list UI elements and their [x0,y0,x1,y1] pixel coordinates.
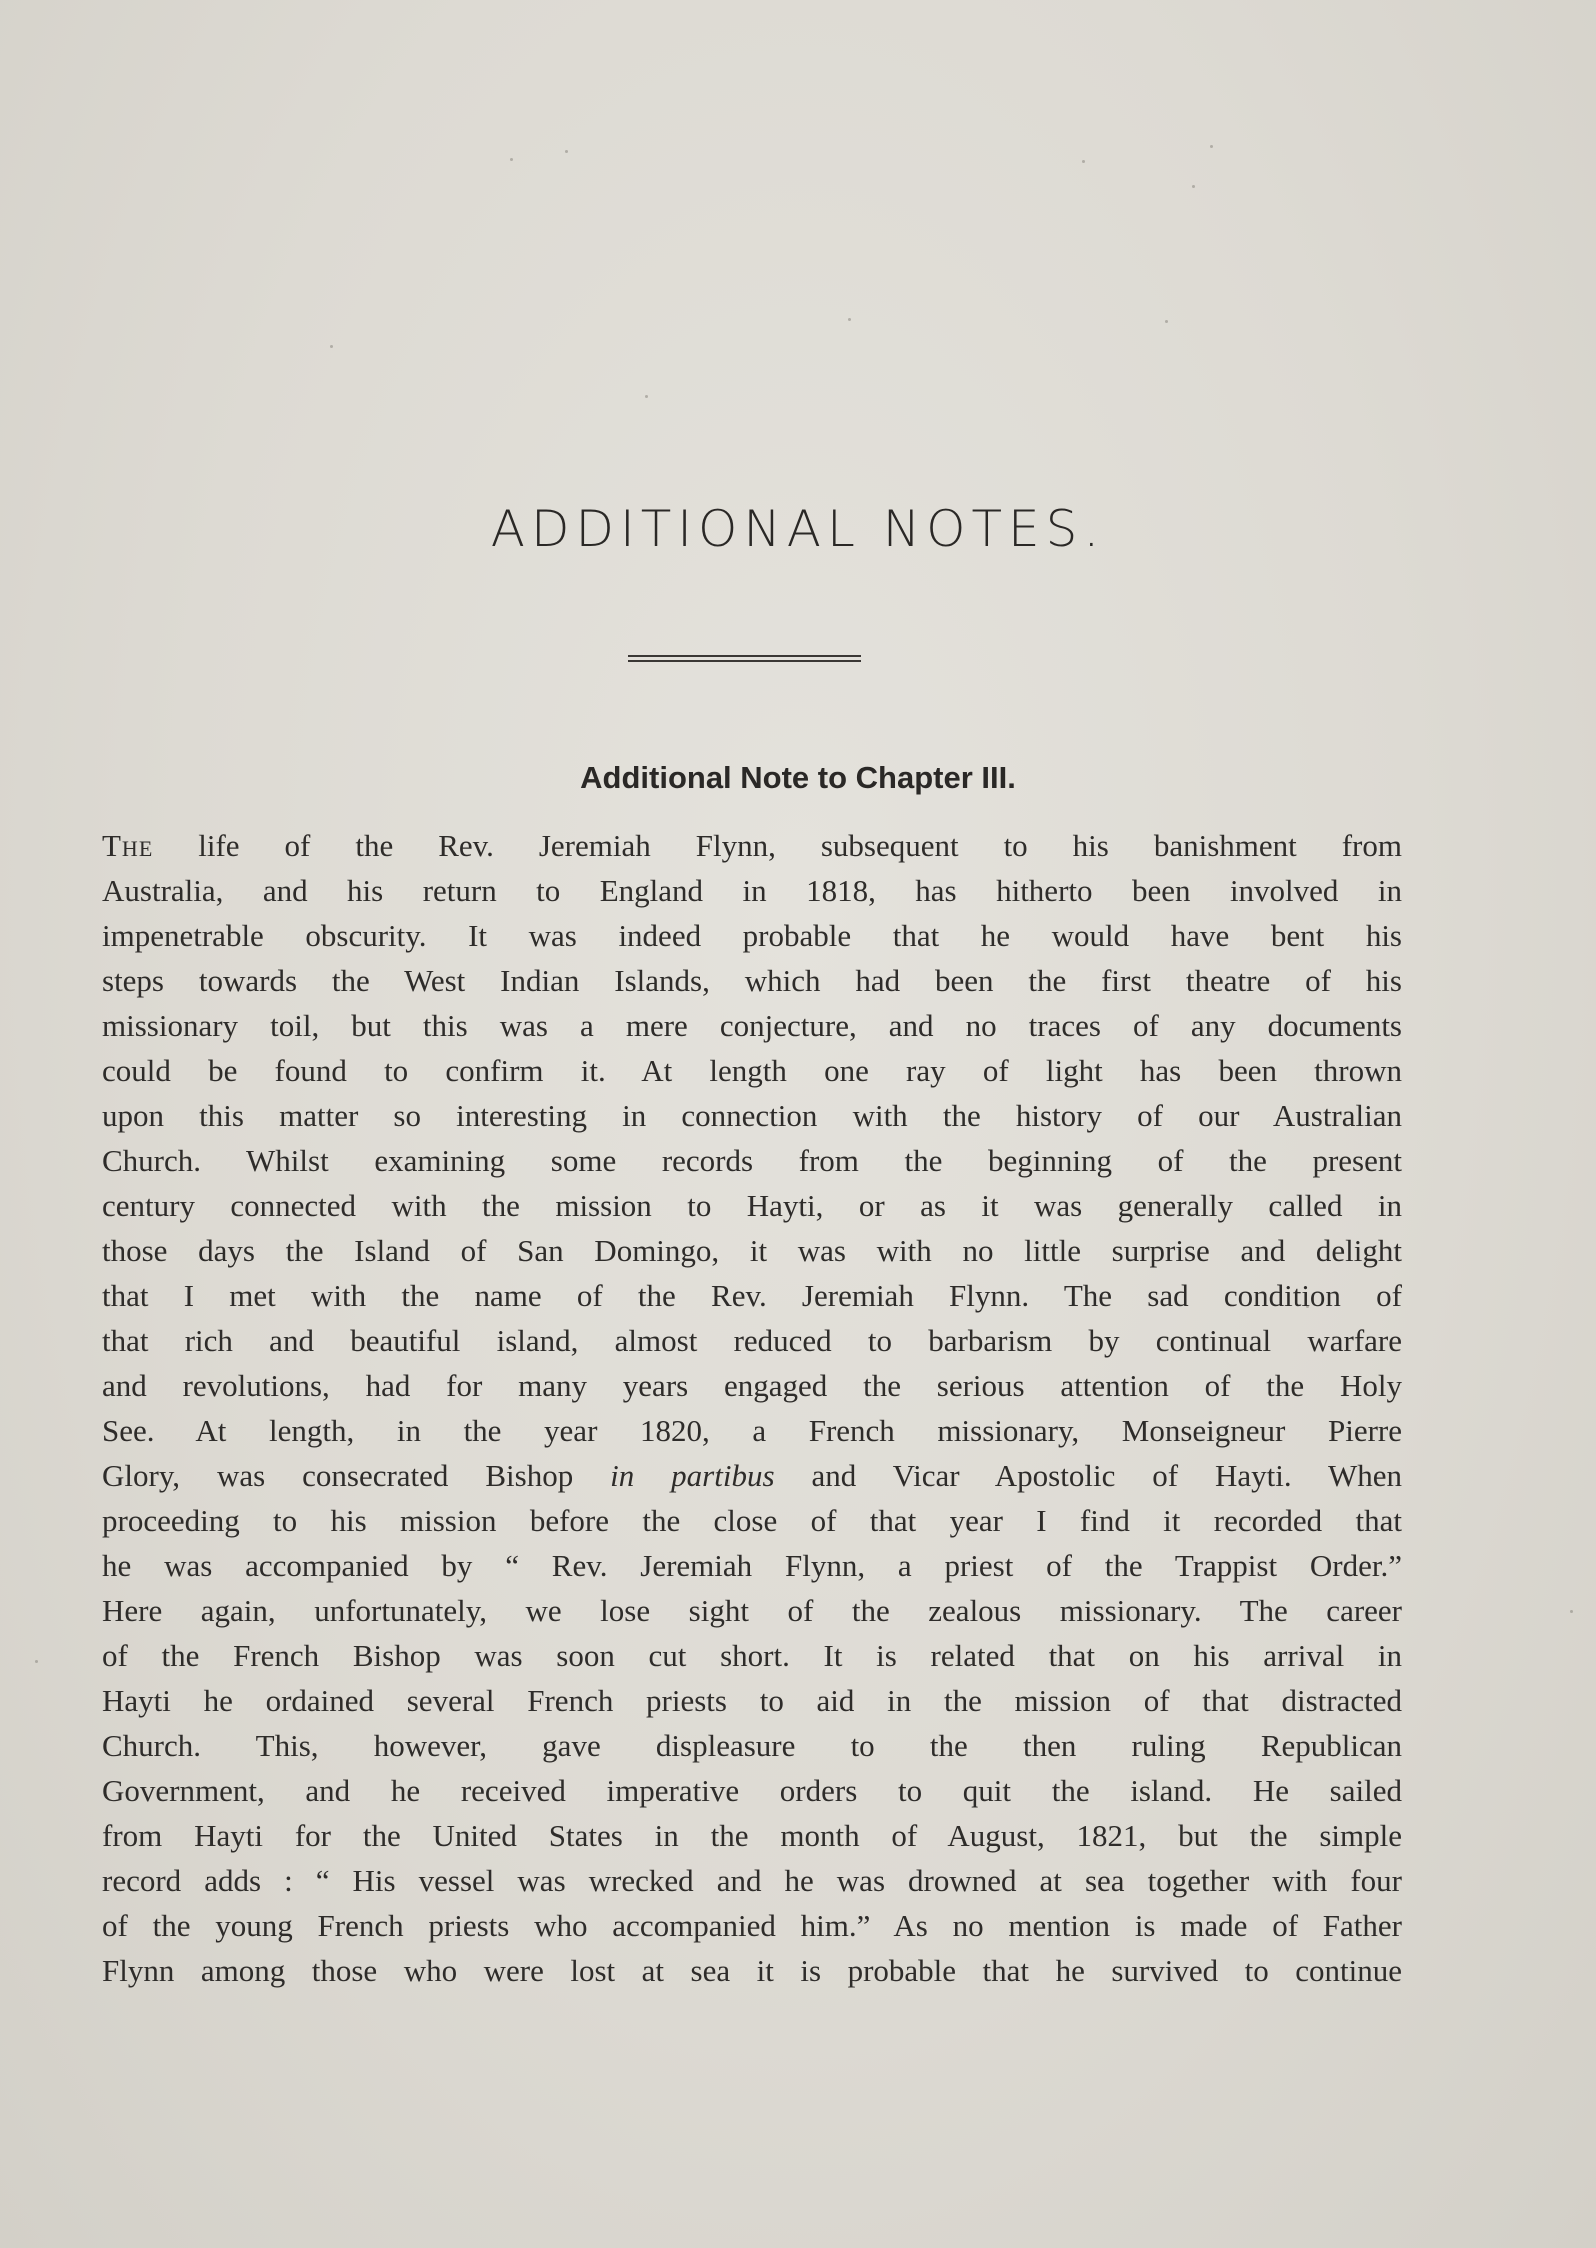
text-line: and revolutions, had for many years engaged the serious attention of the Holy [102,1368,1402,1403]
text-line: those days the Island of San Domingo, it was with no little surprise and delight [102,1233,1402,1268]
paper-speck [1570,1610,1573,1613]
text-line [102,823,1402,868]
section-heading: Additional Note to Chapter III. [580,760,1016,795]
text-line: century connected with the mission to Hayti, or as it was generally called in [102,1188,1402,1223]
text-line: Here again, unfortunately, we lose sight of the zealous missionary. The career [102,1593,1402,1628]
text-line: Government, and he received imperative orders to quit the island. He sailed [102,1773,1402,1808]
text-line: impenetrable obscurity. It was indeed probable that he would have bent his [102,918,1402,953]
text-line-post: and Vicar Apostolic of Hayti. When [774,1458,1402,1493]
text-line: Flynn among those who were lost at sea it is probable that he survived to continue [102,1953,1402,1988]
text-line: Hayti he ordained several French priests to aid in the mission of that distracted [102,1683,1402,1718]
paper-speck [1192,185,1195,188]
text-line: Church. This, however, gave displeasure to the then ruling Republican [102,1728,1402,1763]
paper-speck [1165,320,1168,323]
paper-speck [645,395,648,398]
text-line: See. At length, in the year 1820, a French missionary, Monseigneur Pierre [102,1413,1402,1448]
paper-speck [330,345,333,348]
text-line: missionary toil, but this was a mere conjecture, and no traces of any documents [102,1008,1402,1043]
text-line: steps towards the West Indian Islands, which had been the first theatre of his [102,963,1402,998]
text-line: Australia, and his return to England in 1818, has hitherto been involved in [102,873,1402,908]
text-line [102,1453,1402,1498]
paper-speck [848,318,851,321]
text-line: he was accompanied by “ Rev. Jeremiah Flynn, a priest of the Trappist Order.” [102,1548,1402,1583]
title-divider-rule [628,655,861,662]
text-line-pre: Glory, was consecrated Bishop [102,1458,611,1493]
text-line: of the French Bishop was soon cut short. It is related that on his arrival in [102,1638,1402,1673]
paper-speck [35,1660,38,1663]
paper-speck [565,150,568,153]
text-line: proceeding to his mission before the close of that year I find it recorded that [102,1503,1402,1538]
drop-lead-word: The [102,828,154,863]
text-line: of the young French priests who accompanied him.” As no mention is made of Father [102,1908,1402,1943]
text-line: that I met with the name of the Rev. Jeremiah Flynn. The sad condition of [102,1278,1402,1313]
text-line: upon this matter so interesting in connection with the history of our Australian [102,1098,1402,1133]
paper-speck [1210,145,1213,148]
text-line-content: life of the Rev. Jeremiah Flynn, subsequent to his banishment from [153,828,1402,863]
paper-speck [1082,160,1085,163]
text-line: Church. Whilst examining some records from the beginning of the present [102,1143,1402,1178]
text-line: could be found to confirm it. At length one ray of light has been thrown [102,1053,1402,1088]
paper-speck [510,158,513,161]
text-line: from Hayti for the United States in the month of August, 1821, but the simple [102,1818,1402,1853]
page-title: ADDITIONAL NOTES. [490,500,1106,558]
text-line: that rich and beautiful island, almost reduced to barbarism by continual warfare [102,1323,1402,1358]
body-paragraph [102,823,1402,1993]
italic-phrase: in partibus [610,1458,775,1493]
text-line: record adds : “ His vessel was wrecked and he was drowned at sea together with four [102,1863,1402,1898]
